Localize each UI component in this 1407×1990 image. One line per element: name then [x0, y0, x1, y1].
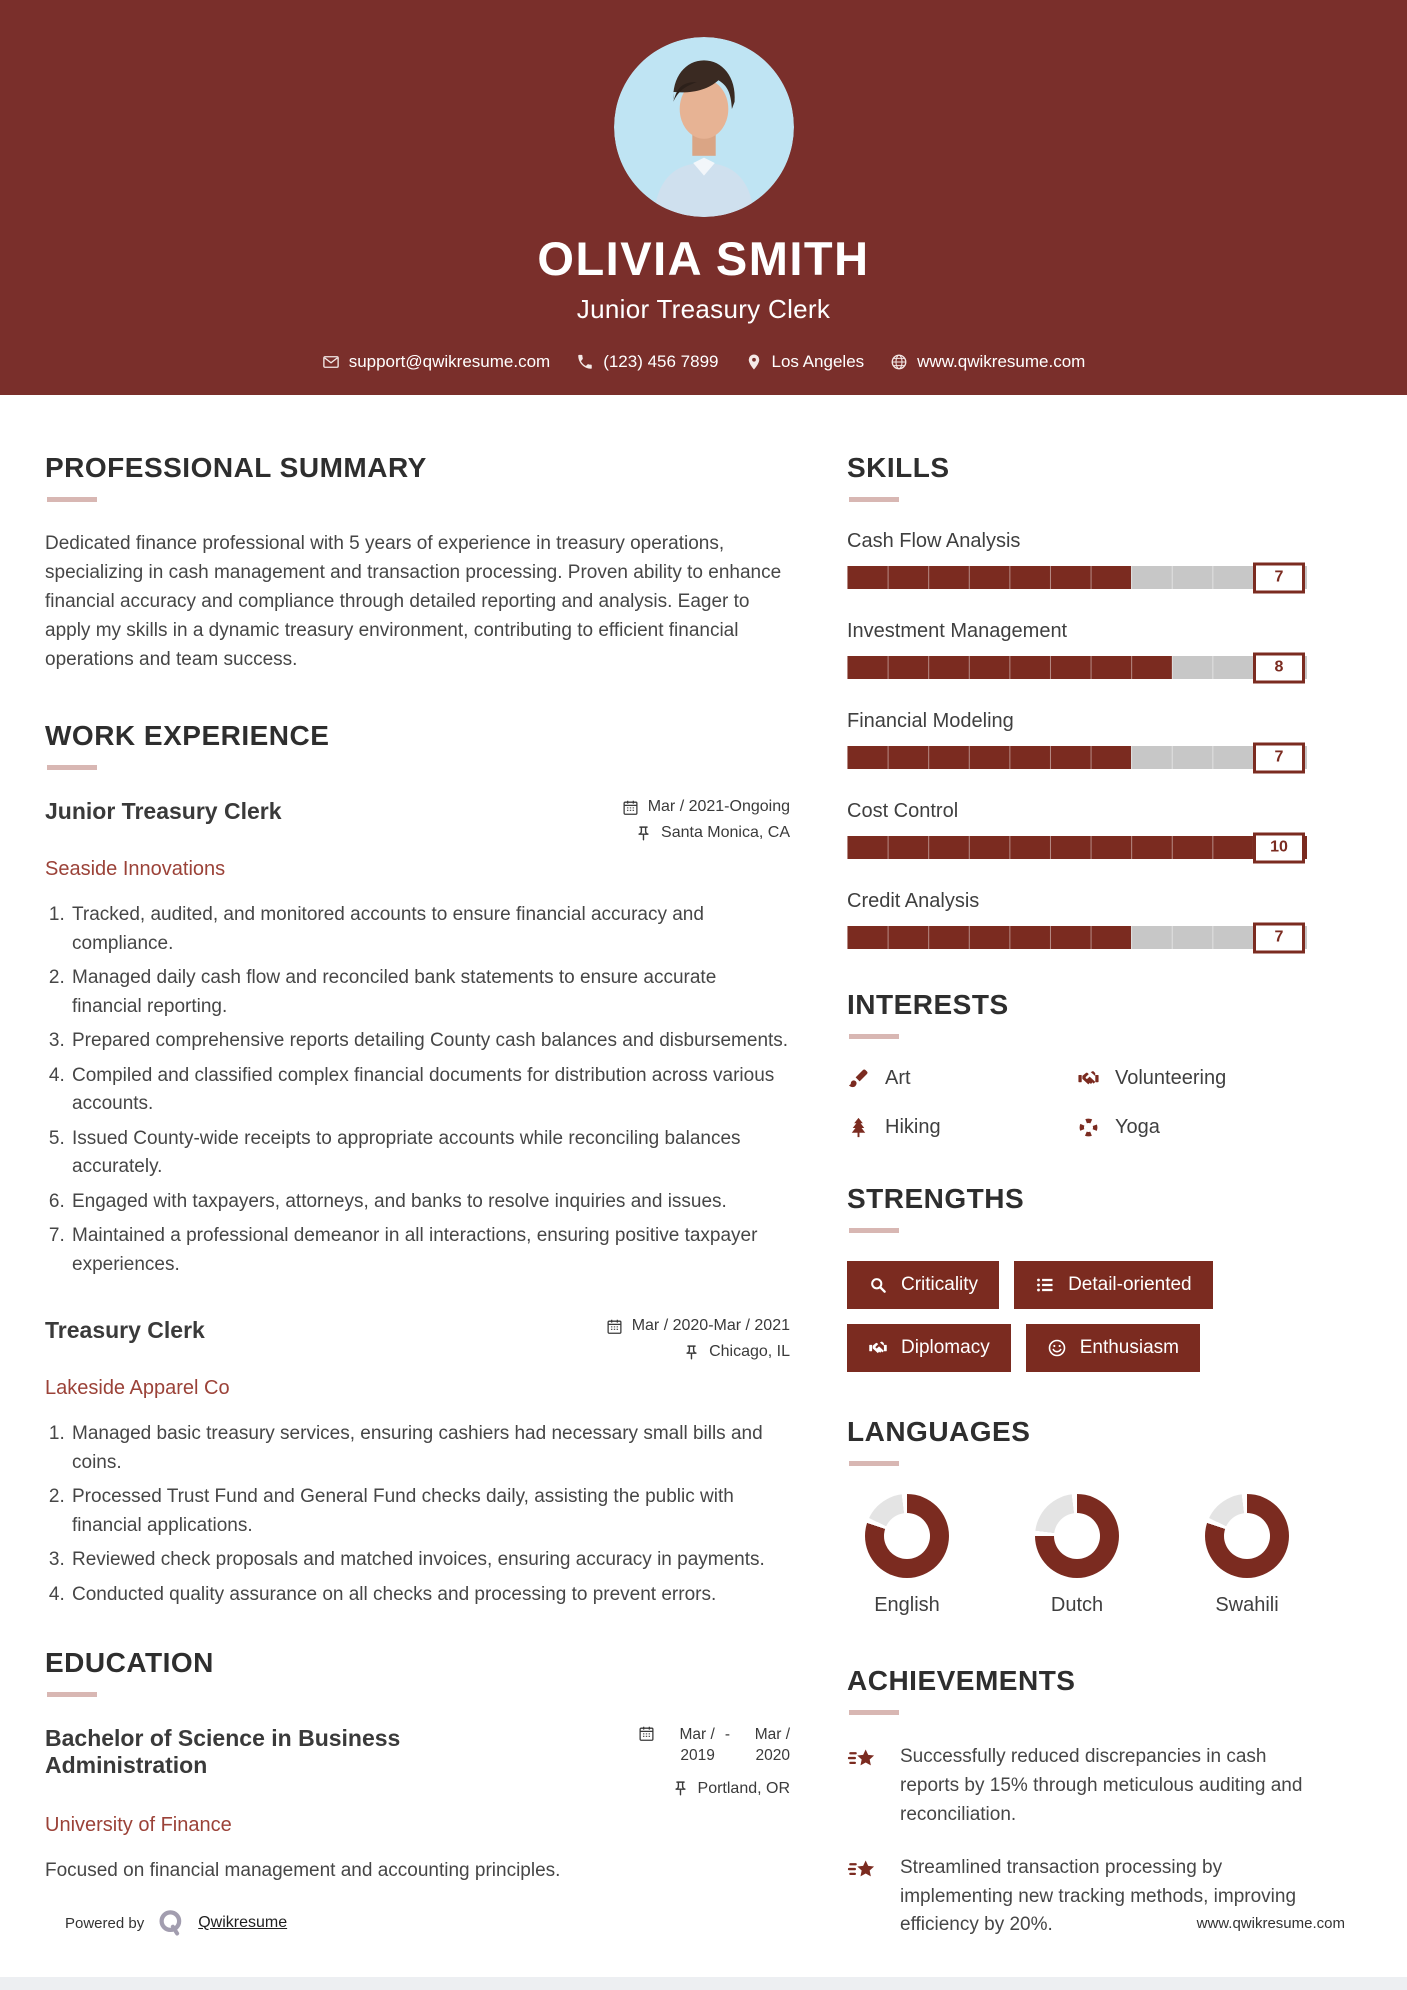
- skill-name: Cost Control: [847, 800, 959, 822]
- language-item: [865, 1494, 949, 1617]
- skill-score: 7: [1253, 742, 1305, 773]
- header: [0, 0, 1407, 395]
- job-entry: [45, 798, 790, 1279]
- contact-item: [576, 352, 718, 372]
- section-skills: [847, 452, 1307, 949]
- skill-bar: [847, 746, 1307, 769]
- education-entry: [45, 1725, 790, 1805]
- job-entry: [45, 1317, 790, 1609]
- job-meta: [622, 798, 790, 850]
- calendar-icon: [638, 1725, 655, 1742]
- heading-rule: [47, 1692, 97, 1697]
- education-meta: [638, 1725, 790, 1805]
- handshake-icon: [868, 1338, 888, 1358]
- calendar-icon: [606, 1318, 623, 1335]
- skill-bar: [847, 926, 1307, 949]
- strength-label: Diplomacy: [901, 1337, 990, 1358]
- footer: [65, 1908, 1345, 1938]
- education-date-end: Mar / 2020: [754, 1726, 790, 1764]
- section-strengths: [847, 1183, 1307, 1372]
- section-heading-languages: LANGUAGES: [847, 1416, 1031, 1447]
- phone-icon: [576, 353, 594, 371]
- skill-score: 7: [1253, 922, 1305, 953]
- brand-link[interactable]: Qwikresume: [198, 1914, 288, 1931]
- contact-bar: [0, 352, 1407, 372]
- skill-score: 8: [1253, 652, 1305, 683]
- job-bullet: 3. Reviewed check proposals and matched invoices, ensuring accuracy in payments.: [70, 1546, 790, 1575]
- section-achievements: [847, 1665, 1307, 1940]
- contact-item: [745, 352, 865, 372]
- skill-bar-segments: [847, 656, 1253, 679]
- strengths-list: [847, 1261, 1307, 1372]
- job-location: Chicago, IL: [709, 1343, 790, 1361]
- section-heading-work: WORK EXPERIENCE: [45, 720, 330, 752]
- strength-label: Detail-oriented: [1068, 1274, 1192, 1295]
- education-date-start: Mar / 2019: [679, 1726, 715, 1764]
- job-list: [45, 798, 790, 1609]
- heading-rule: [47, 497, 97, 502]
- interest-item: [1077, 1067, 1307, 1090]
- footer-branding: [65, 1908, 287, 1938]
- interest-item: [847, 1116, 1077, 1139]
- avatar-photo: [614, 37, 794, 217]
- contact-text: support@qwikresume.com: [348, 352, 551, 371]
- location-pin-icon: [745, 353, 763, 371]
- interest-label: Volunteering: [1115, 1067, 1227, 1089]
- person-name: OLIVIA SMITH: [537, 232, 870, 285]
- section-heading-achievements: ACHIEVEMENTS: [847, 1665, 1076, 1696]
- job-company: Seaside Innovations: [45, 858, 226, 881]
- contact-text: Los Angeles: [771, 352, 865, 371]
- job-bullet: 6. Engaged with taxpayers, attorneys, and banks to resolve inquiries and issues.: [70, 1188, 790, 1217]
- school-name: University of Finance: [45, 1813, 232, 1836]
- strength-label: Criticality: [901, 1274, 979, 1295]
- main-content: [0, 395, 1407, 1964]
- contact-text: (123) 456 7899: [603, 352, 719, 371]
- strength-badge: [1014, 1261, 1213, 1309]
- heading-rule: [849, 1228, 899, 1233]
- heading-rule: [849, 1461, 899, 1466]
- achievement-item: [847, 1743, 1307, 1830]
- heading-rule: [47, 765, 97, 770]
- education-dates: [638, 1725, 790, 1765]
- skill-bar-segments: [847, 746, 1253, 769]
- skill-bar: [847, 656, 1307, 679]
- job-location: Santa Monica, CA: [661, 824, 790, 842]
- skill-item: [847, 800, 1307, 859]
- skill-bar-segments: [847, 926, 1253, 949]
- job-bullet: 7. Maintained a professional demeanor in all interactions, ensuring positive taxpayer experiences.: [70, 1222, 790, 1279]
- skill-name: Investment Management: [847, 620, 1068, 642]
- skill-score: 10: [1253, 832, 1305, 863]
- right-column: [847, 452, 1307, 1964]
- skill-bar-segments: [847, 836, 1253, 859]
- heading-rule: [849, 1034, 899, 1039]
- skills-list: [847, 530, 1307, 949]
- section-work-experience: [45, 720, 790, 1609]
- q-logo-icon: [156, 1908, 186, 1938]
- list-icon: [1035, 1275, 1055, 1295]
- job-bullet: 3. Prepared comprehensive reports detailing County cash balances and disbursements.: [70, 1027, 790, 1056]
- contact-text: www.qwikresume.com: [917, 352, 1086, 371]
- skill-item: [847, 710, 1307, 769]
- tree-icon: [847, 1116, 870, 1139]
- shooting-star-icon: [847, 1745, 879, 1777]
- pushpin-icon: [683, 1344, 700, 1361]
- shooting-star-icon: [847, 1856, 879, 1888]
- section-interests: [847, 989, 1307, 1139]
- job-date-row: [606, 1317, 790, 1335]
- job-bullet: 5. Issued County-wide receipts to appropriate accounts while reconciling balances accurately.: [70, 1125, 790, 1182]
- paintbrush-icon: [847, 1067, 870, 1090]
- strength-badge: [847, 1324, 1011, 1372]
- skill-name: Cash Flow Analysis: [847, 530, 1021, 552]
- section-languages: [847, 1416, 1307, 1617]
- smiley-icon: [1047, 1338, 1067, 1358]
- strength-label: Enthusiasm: [1079, 1337, 1179, 1358]
- skill-item: [847, 530, 1307, 589]
- language-donut: [865, 1494, 949, 1578]
- calendar-icon: [622, 799, 639, 816]
- job-dates: Mar / 2020-Mar / 2021: [631, 1317, 790, 1335]
- education-note: Focused on financial management and accounting principles.: [45, 1859, 561, 1881]
- job-header: [45, 798, 790, 850]
- email-icon: [322, 353, 340, 371]
- job-bullet: 2. Processed Trust Fund and General Fund checks daily, assisting the public with financial applications.: [70, 1483, 790, 1540]
- skill-bar: [847, 836, 1307, 859]
- strength-badge: [847, 1261, 999, 1309]
- skill-score: 7: [1253, 562, 1305, 593]
- education-location-row: [638, 1780, 790, 1798]
- job-bullet: 4. Compiled and classified complex financial documents for distribution across various accounts.: [70, 1062, 790, 1119]
- job-dates: Mar / 2021-Ongoing: [647, 798, 790, 816]
- language-item: [1205, 1494, 1289, 1617]
- languages-list: [847, 1494, 1307, 1617]
- job-bullets: [45, 901, 790, 1279]
- skill-name: Financial Modeling: [847, 710, 1014, 732]
- skill-bar-segments: [847, 566, 1253, 589]
- summary-text: Dedicated finance professional with 5 years of experience in treasury operations, specializing in cash management and transaction processing. Proven ability to enhance financial accuracy and compliance through detailed reporting and analysis. Eager to apply my skills in a dynamic treasury environment, contributing to efficient financial operations and team success.: [45, 533, 782, 670]
- interest-label: Yoga: [1115, 1116, 1160, 1138]
- degree-title: Bachelor of Science in Business Administration: [45, 1725, 401, 1779]
- job-bullets: [45, 1420, 790, 1609]
- footer-website: www.qwikresume.com: [1196, 1914, 1345, 1932]
- lifebuoy-icon: [1077, 1116, 1100, 1139]
- interest-label: Art: [885, 1067, 911, 1089]
- job-location-row: [606, 1343, 790, 1361]
- achievement-text: Successfully reduced discrepancies in cash reports by 15% through meticulous auditing and reconciliation.: [900, 1746, 1303, 1825]
- strength-badge: [1026, 1324, 1200, 1372]
- job-bullet: 1. Managed basic treasury services, ensuring cashiers had necessary small bills and coins.: [70, 1420, 790, 1477]
- page-bottom-strip: [0, 1977, 1407, 1990]
- powered-by-label: Powered by: [65, 1914, 145, 1932]
- section-professional-summary: [45, 452, 790, 674]
- skill-name: Credit Analysis: [847, 890, 980, 912]
- language-item: [1035, 1494, 1119, 1617]
- interest-item: [1077, 1116, 1307, 1139]
- job-date-row: [622, 798, 790, 816]
- skill-item: [847, 890, 1307, 949]
- job-company: Lakeside Apparel Co: [45, 1377, 230, 1400]
- left-column: [45, 452, 790, 1964]
- language-label: Dutch: [1050, 1594, 1104, 1616]
- section-heading-skills: SKILLS: [847, 452, 950, 483]
- pushpin-icon: [672, 1780, 689, 1797]
- section-education: [45, 1647, 790, 1885]
- handshake-icon: [1077, 1067, 1100, 1090]
- globe-icon: [890, 353, 908, 371]
- language-donut: [1035, 1494, 1119, 1578]
- section-heading-summary: PROFESSIONAL SUMMARY: [45, 452, 427, 483]
- education-date-separator: -: [724, 1726, 730, 1744]
- job-bullet: 1. Tracked, audited, and monitored accounts to ensure financial accuracy and compliance.: [70, 901, 790, 958]
- job-location-row: [622, 824, 790, 842]
- heading-rule: [849, 497, 899, 502]
- education-location: Portland, OR: [697, 1779, 790, 1797]
- language-donut: [1205, 1494, 1289, 1578]
- magnifier-icon: [868, 1275, 888, 1295]
- language-label: Swahili: [1215, 1594, 1279, 1616]
- job-bullet: 4. Conducted quality assurance on all checks and processing to prevent errors.: [70, 1581, 790, 1610]
- job-bullet: 2. Managed daily cash flow and reconciled bank statements to ensure accurate financial reporting.: [70, 964, 790, 1021]
- interests-list: [847, 1067, 1307, 1139]
- job-title: Treasury Clerk: [45, 1317, 205, 1344]
- interest-label: Hiking: [885, 1116, 941, 1138]
- person-title: Junior Treasury Clerk: [576, 294, 831, 324]
- job-title: Junior Treasury Clerk: [45, 798, 282, 825]
- skill-item: [847, 620, 1307, 679]
- section-heading-interests: INTERESTS: [847, 989, 1009, 1020]
- skill-bar: [847, 566, 1307, 589]
- job-header: [45, 1317, 790, 1369]
- section-heading-strengths: STRENGTHS: [847, 1183, 1025, 1214]
- achievement-text: Streamlined transaction processing by implementing new tracking methods, improving efficiency by 20%.: [900, 1856, 1297, 1936]
- contact-item: [890, 352, 1085, 372]
- interest-item: [847, 1067, 1077, 1090]
- pushpin-icon: [635, 825, 652, 842]
- avatar: [614, 37, 794, 217]
- heading-rule: [849, 1710, 899, 1715]
- section-heading-education: EDUCATION: [45, 1647, 214, 1679]
- job-meta: [606, 1317, 790, 1369]
- language-label: English: [874, 1594, 940, 1616]
- contact-item: [322, 352, 551, 372]
